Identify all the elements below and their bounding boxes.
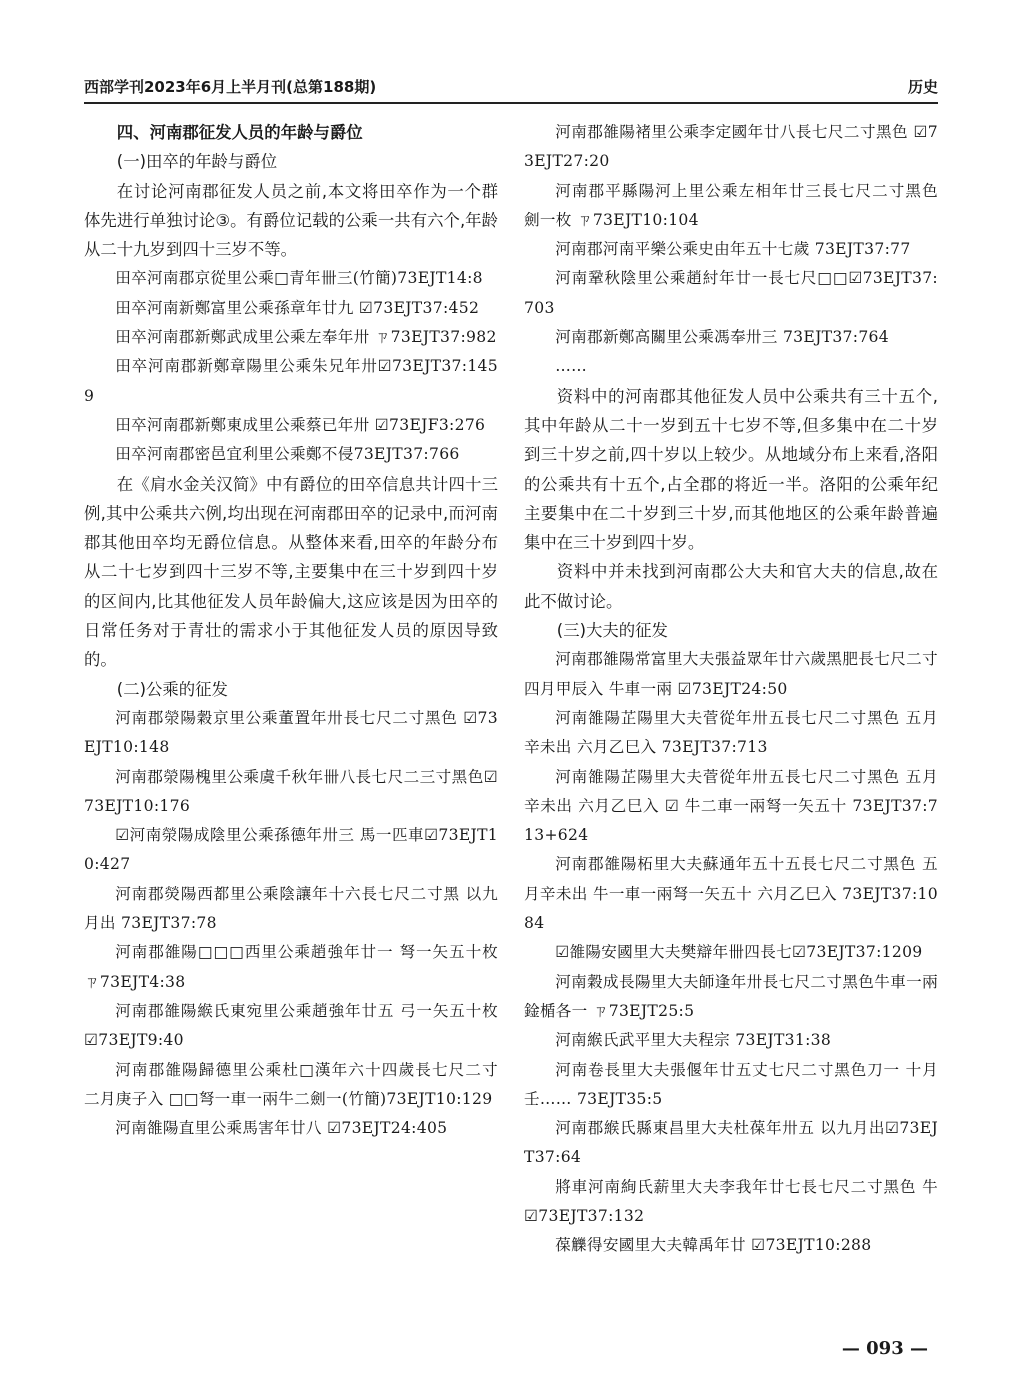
journal-title: 西部学刊2023年6月上半月刊(总第188期) [84,78,377,96]
right-column [524,118,938,1261]
slip-quotation: 河南緱氏武平里大夫程宗 73EJT31:38 [555,1031,832,1050]
body-paragraph: 在《肩水金关汉简》中有爵位的田卒信息共计四十三例,其中公乘共六例,均出现在河南郡田卒的记录中,而河南郡其他田卒均无爵位信息。从整体来看,田卒的年龄分布从二十七岁到四十三岁不等,主要集中在三十岁到四十岁的区间内,比其他征发人员年龄偏大,这应该是因为田卒的日常任务对于青壮的需求小于其他征发人员的原因导致的。 [84,474,498,670]
section-heading: 四、河南郡征发人员的年龄与爵位 [116,123,363,142]
slip-quotation: 河南鞏秋陰里公乘趙紂年廿一長七尺□□☑73EJT37:703 [524,269,938,317]
slip-quotation: 田卒河南郡新鄭東成里公乘蔡已年卅 ☑73EJF3:276 [115,415,486,434]
slip-quotation: 河南雒陽直里公乘馬害年廿八 ☑73EJT24:405 [115,1119,448,1138]
section-name: 历史 [907,78,938,96]
slip-quotation: 河南郡雒陽□□□西里公乘趙強年廿一 弩一矢五十枚 ㄗ73EJT4:38 [84,943,498,991]
slip-quotation: 河南雒陽芷陽里大夫菅從年卅五長七尺二寸黑色 五月辛未出 六月乙巳入 73EJT37:713 [524,708,938,757]
slip-quotation: 田卒河南新鄭富里公乘孫章年廿九 ☑73EJT37:452 [115,298,480,317]
subsection-heading: (二)公乘的征发 [116,679,228,699]
slip-quotation: 河南穀成長陽里大夫師逢年卅長七尺二寸黑色牛車一兩鍂楯各一 ㄗ73EJT25:5 [524,972,938,1020]
slip-quotation: 河南郡滎陽穀京里公乘董置年卅長七尺二寸黑色 ☑73EJT10:148 [84,708,498,757]
slip-quotation: 河南郡熒陽西都里公乘陰讓年十六長七尺二寸黑 以九月出 73EJT37:78 [84,884,498,933]
slip-quotation: 河南郡河南平樂公乘史由年五十七歲 73EJT37:77 [555,240,911,259]
body-paragraph: 资料中并未找到河南郡公大夫和官大夫的信息,故在此不做讨论。 [524,562,938,611]
slip-quotation: 河南雒陽芷陽里大夫菅從年卅五長七尺二寸黑色 五月辛未出 六月乙巳入 ☑ 牛二車一兩弩一矢五十 73EJT37:713+624 [524,767,938,845]
page-number: — 093 — [841,1338,928,1359]
slip-quotation: 河南郡雒陽柘里大夫蘇通年五十五長七尺二寸黑色 五月辛未出 牛一車一兩弩一矢五十 六月乙巳入 73EJT37:1084 [524,855,938,933]
slip-quotation: 河南郡平縣陽河上里公乘左相年廿三長七尺二寸黑色 劍一枚 ㄗ73EJT10:104 [524,181,938,229]
slip-quotation: 河南郡雒陽歸德里公乘杜□漢年六十四歲長七尺二寸 二月庚子入 □□弩一車一兩牛二劍一(竹簡)73EJT10:129 [84,1060,498,1108]
slip-quotation: 河南郡緱氏縣東昌里大夫杜葆年卅五 以九月出☑73EJT37:64 [524,1119,938,1167]
slip-quotation: 田卒河南郡新鄭武成里公乘左奉年卅 ㄗ73EJT37:982 [115,328,497,347]
slip-quotation: 河南卷長里大夫張偃年廿五丈七尺二寸黑色刀一 十月壬…… 73EJT35:5 [524,1060,938,1108]
subsection-heading: (一)田卒的年龄与爵位 [116,152,278,172]
slip-quotation: 河南郡雒陽常富里大夫張益眾年廿六歲黑肥長七尺二寸四月甲辰入 牛車一兩 ☑73EJT24:50 [524,650,938,698]
slip-quotation: …… [555,357,587,376]
left-column [84,118,498,1143]
slip-quotation: 河南郡雒陽褚里公乘李定國年廿八長七尺二寸黑色 ☑73EJT27:20 [524,123,938,171]
slip-quotation: 將車河南絢氏薪里大夫李我年廿七長七尺二寸黑色 牛☑73EJT37:132 [524,1177,938,1225]
slip-quotation: 河南郡新鄭高關里公乘馮奉卅三 73EJT37:764 [555,328,889,347]
body-paragraph: 资料中的河南郡其他征发人员中公乘共有三十五个,其中年龄从二十一岁到五十七岁不等,但多集中在二十岁到三十岁之前,四十岁以上较少。从地域分布上来看,洛阳的公乘共有十五个,占全郡的将近一半。洛阳的公乘年纪主要集中在二十岁到三十岁,而其他地区的公乘年龄普遍集中在三十岁到四十岁。 [524,386,938,553]
slip-quotation: 田卒河南郡密邑宜利里公乘鄭不侵73EJT37:766 [115,445,460,464]
slip-quotation: ☑雒陽安國里大夫樊辯年卌四長七☑73EJT37:1209 [555,943,923,962]
body-paragraph: 在讨论河南郡征发人员之前,本文将田卒作为一个群体先进行单独讨论③。有爵位记载的公乘一共有六个,年龄从二十九岁到四十三岁不等。 [84,181,498,260]
slip-quotation: ☑河南滎陽成陰里公乘孫德年卅三 馬一匹車☑73EJT10:427 [84,826,498,874]
subsection-heading: (三)大夫的征发 [556,621,668,641]
slip-quotation: 河南郡滎陽槐里公乘虞千秋年卌八長七尺二三寸黑色☑73EJT10:176 [84,767,498,815]
slip-quotation: 田卒河南郡新鄭章陽里公乘朱兄年卅☑73EJT37:1459 [84,357,498,405]
slip-quotation: 葆觻得安國里大夫韓禹年廿 ☑73EJT10:288 [555,1236,872,1255]
slip-quotation: 田卒河南郡京從里公乘□青年卌三(竹簡)73EJT14:8 [115,269,483,288]
page-header [84,76,938,104]
slip-quotation: 河南郡雒陽緱氏東宛里公乘趙強年廿五 弓一矢五十枚 ☑73EJT9:40 [84,1001,498,1050]
